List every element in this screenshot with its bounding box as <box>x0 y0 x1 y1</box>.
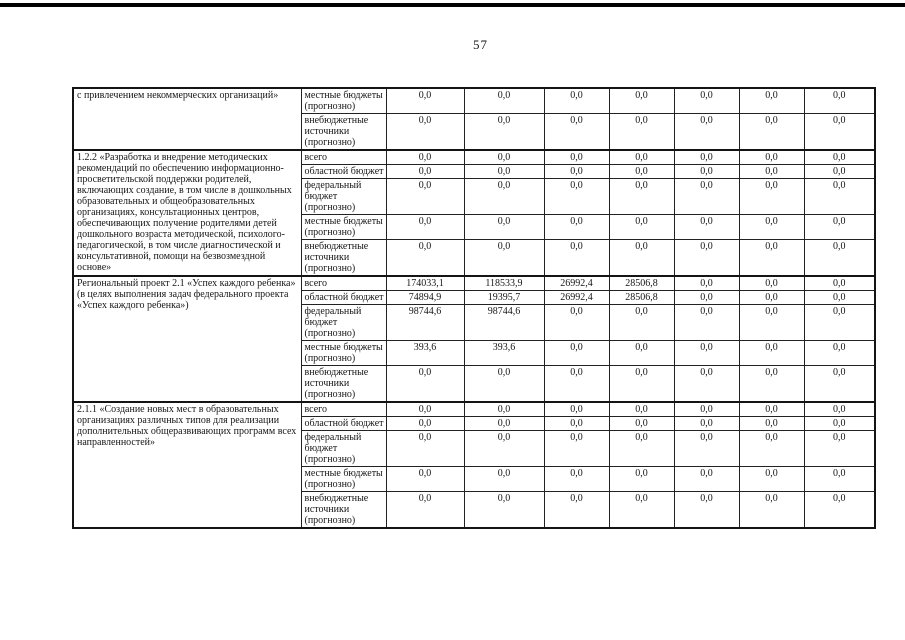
program-name-cell: с привлечением некоммерческих организаций» <box>73 88 301 150</box>
value-cell: 0,0 <box>609 240 674 277</box>
value-cell: 0,0 <box>674 150 739 165</box>
value-cell: 0,0 <box>739 341 804 366</box>
value-cell: 26992,4 <box>544 291 609 305</box>
value-cell: 0,0 <box>464 240 544 277</box>
value-cell: 98744,6 <box>464 305 544 341</box>
value-cell: 0,0 <box>804 240 875 277</box>
value-cell: 0,0 <box>544 417 609 431</box>
value-cell: 0,0 <box>609 215 674 240</box>
value-cell: 0,0 <box>739 150 804 165</box>
value-cell: 0,0 <box>804 341 875 366</box>
budget-type-cell: местные бюджеты (прогнозно) <box>301 467 386 492</box>
value-cell: 0,0 <box>544 341 609 366</box>
budget-type-cell: федеральный бюджет (прогнозно) <box>301 431 386 467</box>
value-cell: 0,0 <box>386 150 464 165</box>
value-cell: 0,0 <box>386 402 464 417</box>
value-cell: 0,0 <box>464 150 544 165</box>
page-number: 57 <box>473 37 488 52</box>
value-cell: 98744,6 <box>386 305 464 341</box>
budget-type-cell: областной бюджет <box>301 291 386 305</box>
value-cell: 0,0 <box>609 431 674 467</box>
value-cell: 0,0 <box>386 240 464 277</box>
budget-type-cell: областной бюджет <box>301 417 386 431</box>
value-cell: 0,0 <box>464 417 544 431</box>
value-cell: 0,0 <box>804 492 875 529</box>
value-cell: 0,0 <box>544 165 609 179</box>
value-cell: 0,0 <box>464 215 544 240</box>
value-cell: 0,0 <box>739 417 804 431</box>
value-cell: 0,0 <box>674 305 739 341</box>
value-cell: 0,0 <box>386 114 464 151</box>
value-cell: 0,0 <box>739 215 804 240</box>
value-cell: 174033,1 <box>386 276 464 291</box>
value-cell: 74894,9 <box>386 291 464 305</box>
value-cell: 118533,9 <box>464 276 544 291</box>
value-cell: 0,0 <box>804 114 875 151</box>
table-row <box>73 402 875 417</box>
value-cell: 0,0 <box>674 402 739 417</box>
value-cell: 0,0 <box>464 114 544 151</box>
budget-type-cell: областной бюджет <box>301 165 386 179</box>
value-cell: 0,0 <box>464 431 544 467</box>
program-name-cell: 1.2.2 «Разработка и внедрение методических рекомендаций по обеспечению информационно-просветительской поддержки родителей, включающих создание, в том числе в дошкольных образовательных и общеобразовательных организациях, консультационных центров, обеспечивающих получение родителями детей дошкольного возраста методической, психолого-педагогической, в том числе диагностической и консультативной, помощи на безвозмездной основе» <box>73 150 301 276</box>
value-cell: 0,0 <box>804 431 875 467</box>
value-cell: 0,0 <box>804 467 875 492</box>
value-cell: 0,0 <box>386 492 464 529</box>
value-cell: 0,0 <box>386 431 464 467</box>
value-cell: 0,0 <box>804 88 875 114</box>
value-cell: 0,0 <box>609 402 674 417</box>
value-cell: 0,0 <box>544 179 609 215</box>
budget-type-cell: местные бюджеты (прогнозно) <box>301 88 386 114</box>
budget-type-cell: всего <box>301 402 386 417</box>
value-cell: 0,0 <box>674 467 739 492</box>
program-name-cell: Региональный проект 2.1 «Успех каждого ребенка» (в целях выполнения задач федерального проекта «Успех каждого ребенка») <box>73 276 301 402</box>
value-cell: 0,0 <box>674 366 739 403</box>
value-cell: 0,0 <box>464 366 544 403</box>
budget-type-cell: федеральный бюджет (прогнозно) <box>301 179 386 215</box>
value-cell: 0,0 <box>804 366 875 403</box>
value-cell: 0,0 <box>804 276 875 291</box>
page-top-rule <box>0 3 905 7</box>
value-cell: 393,6 <box>464 341 544 366</box>
value-cell: 0,0 <box>544 215 609 240</box>
value-cell: 0,0 <box>544 366 609 403</box>
value-cell: 0,0 <box>544 305 609 341</box>
value-cell: 0,0 <box>674 88 739 114</box>
value-cell: 0,0 <box>386 215 464 240</box>
value-cell: 0,0 <box>386 165 464 179</box>
table-row <box>73 276 875 291</box>
value-cell: 0,0 <box>386 417 464 431</box>
value-cell: 0,0 <box>739 366 804 403</box>
value-cell: 0,0 <box>464 467 544 492</box>
value-cell: 393,6 <box>386 341 464 366</box>
budget-type-cell: местные бюджеты (прогнозно) <box>301 341 386 366</box>
value-cell: 0,0 <box>674 179 739 215</box>
budget-table-body <box>73 88 875 528</box>
value-cell: 0,0 <box>544 240 609 277</box>
budget-type-cell: внебюджетные источники (прогнозно) <box>301 366 386 403</box>
value-cell: 0,0 <box>609 341 674 366</box>
value-cell: 0,0 <box>739 240 804 277</box>
value-cell: 0,0 <box>544 114 609 151</box>
value-cell: 0,0 <box>544 492 609 529</box>
value-cell: 0,0 <box>804 291 875 305</box>
value-cell: 28506,8 <box>609 291 674 305</box>
value-cell: 0,0 <box>739 402 804 417</box>
value-cell: 0,0 <box>674 341 739 366</box>
budget-type-cell: внебюджетные источники (прогнозно) <box>301 492 386 529</box>
value-cell: 0,0 <box>739 492 804 529</box>
value-cell: 0,0 <box>609 417 674 431</box>
value-cell: 0,0 <box>609 179 674 215</box>
value-cell: 0,0 <box>739 276 804 291</box>
value-cell: 0,0 <box>674 240 739 277</box>
value-cell: 0,0 <box>544 150 609 165</box>
value-cell: 0,0 <box>464 88 544 114</box>
table-row <box>73 150 875 165</box>
value-cell: 0,0 <box>674 492 739 529</box>
value-cell: 0,0 <box>739 114 804 151</box>
budget-table <box>72 87 876 529</box>
value-cell: 0,0 <box>674 114 739 151</box>
program-name-cell: 2.1.1 «Создание новых мест в образовательных организациях различных типов для реализации дополнительных общеразвивающих программ всех направленностей» <box>73 402 301 528</box>
value-cell: 0,0 <box>674 417 739 431</box>
value-cell: 0,0 <box>804 417 875 431</box>
budget-type-cell: внебюджетные источники (прогнозно) <box>301 114 386 151</box>
value-cell: 0,0 <box>464 179 544 215</box>
value-cell: 0,0 <box>544 431 609 467</box>
value-cell: 0,0 <box>544 88 609 114</box>
value-cell: 28506,8 <box>609 276 674 291</box>
value-cell: 0,0 <box>739 165 804 179</box>
value-cell: 0,0 <box>804 215 875 240</box>
value-cell: 0,0 <box>674 291 739 305</box>
value-cell: 0,0 <box>804 179 875 215</box>
value-cell: 0,0 <box>609 492 674 529</box>
value-cell: 0,0 <box>544 467 609 492</box>
value-cell: 0,0 <box>464 402 544 417</box>
value-cell: 0,0 <box>609 467 674 492</box>
value-cell: 0,0 <box>544 402 609 417</box>
value-cell: 0,0 <box>804 165 875 179</box>
value-cell: 0,0 <box>386 467 464 492</box>
value-cell: 0,0 <box>609 150 674 165</box>
budget-type-cell: федеральный бюджет (прогнозно) <box>301 305 386 341</box>
value-cell: 0,0 <box>609 366 674 403</box>
value-cell: 0,0 <box>609 88 674 114</box>
value-cell: 0,0 <box>464 165 544 179</box>
value-cell: 0,0 <box>386 366 464 403</box>
value-cell: 0,0 <box>609 114 674 151</box>
budget-type-cell: всего <box>301 276 386 291</box>
value-cell: 0,0 <box>674 431 739 467</box>
value-cell: 0,0 <box>739 179 804 215</box>
value-cell: 0,0 <box>804 305 875 341</box>
value-cell: 0,0 <box>674 276 739 291</box>
value-cell: 0,0 <box>739 305 804 341</box>
value-cell: 0,0 <box>674 165 739 179</box>
value-cell: 0,0 <box>804 150 875 165</box>
budget-type-cell: местные бюджеты (прогнозно) <box>301 215 386 240</box>
table-row <box>73 88 875 114</box>
value-cell: 26992,4 <box>544 276 609 291</box>
value-cell: 0,0 <box>464 492 544 529</box>
value-cell: 0,0 <box>609 165 674 179</box>
value-cell: 0,0 <box>674 215 739 240</box>
value-cell: 0,0 <box>739 291 804 305</box>
value-cell: 0,0 <box>386 179 464 215</box>
value-cell: 0,0 <box>386 88 464 114</box>
budget-type-cell: внебюджетные источники (прогнозно) <box>301 240 386 277</box>
value-cell: 19395,7 <box>464 291 544 305</box>
value-cell: 0,0 <box>739 88 804 114</box>
budget-type-cell: всего <box>301 150 386 165</box>
value-cell: 0,0 <box>609 305 674 341</box>
value-cell: 0,0 <box>739 431 804 467</box>
value-cell: 0,0 <box>804 402 875 417</box>
value-cell: 0,0 <box>739 467 804 492</box>
